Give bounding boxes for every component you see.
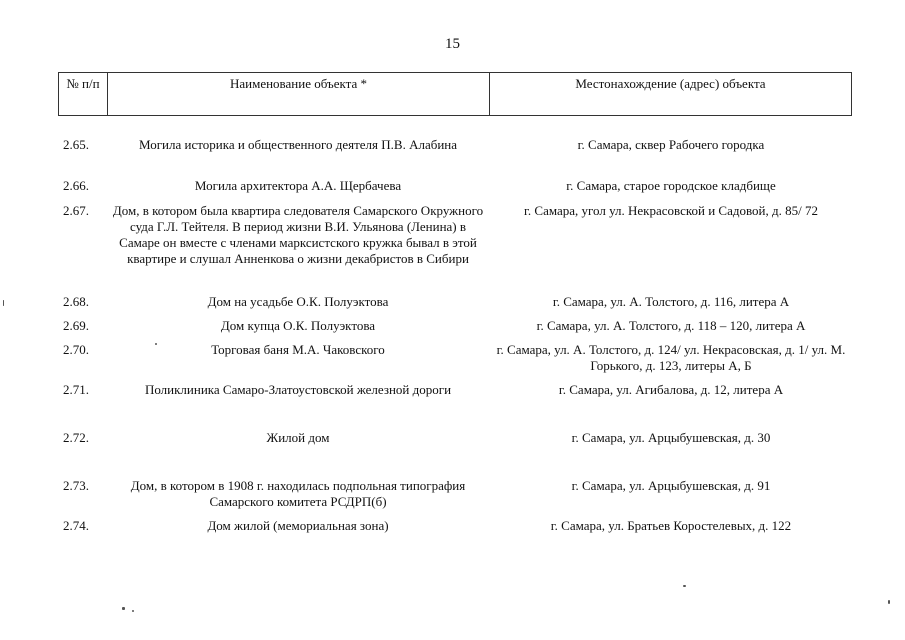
header-object-address: Местонахождение (адрес) объекта xyxy=(575,76,766,91)
row-object-address: г. Самара, ул. А. Толстого, д. 118 – 120, литера А xyxy=(536,318,806,333)
row-number: 2.72. xyxy=(63,430,89,445)
row-number: 2.70. xyxy=(63,342,89,357)
row-object-address: г. Самара, ул. А. Толстого, д. 124/ ул. Некрасовская, д. 1/ ул. М. Горького, д. 123, литеры А, Б xyxy=(496,342,846,373)
row-number: 2.67. xyxy=(63,203,89,218)
scan-speck xyxy=(132,610,134,612)
row-object-name: Могила историка и общественного деятеля П.В. Алабина xyxy=(138,137,458,152)
header-number: № п/п xyxy=(59,73,108,115)
row-object-name: Поликлиника Самаро-Златоустовской железной дороги xyxy=(144,382,452,397)
row-object-address: г. Самара, старое городское кладбище xyxy=(566,178,776,193)
row-object-address: г. Самара, ул. Братьев Коростелевых, д. 122 xyxy=(550,518,792,533)
row-object-address: г. Самара, угол ул. Некрасовской и Садовой, д. 85/ 72 xyxy=(524,203,818,218)
row-object-name: Дом на усадьбе О.К. Полуэктова xyxy=(207,294,389,309)
row-object-address: г. Самара, ул. Арцыбушевская, д. 91 xyxy=(571,478,771,493)
row-object-name: Дом, в котором в 1908 г. находилась подпольная типография Самарского комитета РСДРП(б) xyxy=(130,478,466,509)
scan-speck xyxy=(3,300,4,306)
row-number: 2.71. xyxy=(63,382,89,397)
scan-speck xyxy=(122,607,125,610)
row-object-name: Жилой дом xyxy=(266,430,330,445)
row-object-name: Торговая баня М.А. Чаковского xyxy=(211,342,385,357)
row-object-address: г. Самара, ул. А. Толстого, д. 116, литера А xyxy=(552,294,790,309)
table-header xyxy=(58,72,852,116)
row-object-address: г. Самара, сквер Рабочего городка xyxy=(577,137,765,152)
row-number: 2.68. xyxy=(63,294,89,309)
row-object-address: г. Самара, ул. Агибалова, д. 12, литера А xyxy=(558,382,784,397)
row-number: 2.66. xyxy=(63,178,89,193)
scan-speck xyxy=(888,600,890,604)
row-object-name: Дом, в котором была квартира следователя Самарского Окружного суда Г.Л. Тейтеля. В период жизни В.И. Ульянова (Ленина) в Самаре он вместе с членами марксистского кружка бывал в этой квартире и слушал Анненкова о жизни декабристов в Сибири xyxy=(112,203,484,266)
row-object-address: г. Самара, ул. Арцыбушевская, д. 30 xyxy=(571,430,771,445)
scan-speck xyxy=(683,585,686,587)
row-object-name: Могила архитектора А.А. Щербачева xyxy=(194,178,402,193)
row-number: 2.69. xyxy=(63,318,89,333)
scan-speck xyxy=(155,343,157,345)
row-number: 2.74. xyxy=(63,518,89,533)
page-number: 15 xyxy=(445,36,460,52)
row-number: 2.73. xyxy=(63,478,89,493)
header-object-name: Наименование объекта * xyxy=(108,73,490,115)
row-number: 2.65. xyxy=(63,137,89,152)
row-object-name: Дом купца О.К. Полуэктова xyxy=(220,318,376,333)
row-object-name: Дом жилой (мемориальная зона) xyxy=(207,518,389,533)
